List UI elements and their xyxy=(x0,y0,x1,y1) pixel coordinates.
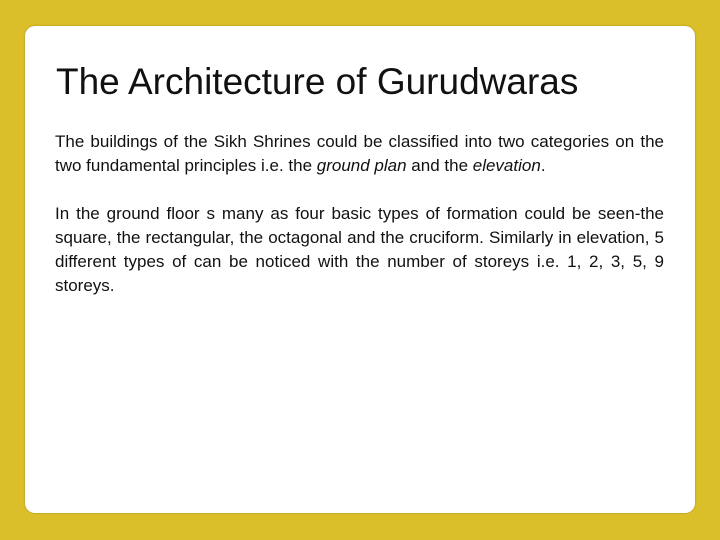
paragraph-text: The buildings of the Sikh Shrines could be classified into two categories on the two fundamental principles i.e. the xyxy=(55,132,664,175)
paragraph-text: . xyxy=(540,156,546,175)
slide-body xyxy=(55,130,664,322)
emphasis-elevation: elevation xyxy=(472,156,541,175)
paragraph-formation-types: In the ground floor s many as four basic types of formation could be seen-the square, the rectangular, the octagonal and the cruciform. Similarly in elevation, 5 different types of can be noticed with the number of storeys i.e. 1, 2, 3, 5, 9 storeys. xyxy=(55,204,664,295)
emphasis-ground-plan: ground plan xyxy=(316,156,407,175)
slide-card xyxy=(25,26,695,513)
paragraph-classification xyxy=(55,130,664,178)
slide-title: The Architecture of Gurudwaras xyxy=(56,61,579,102)
paragraph-text: and the xyxy=(406,156,473,175)
